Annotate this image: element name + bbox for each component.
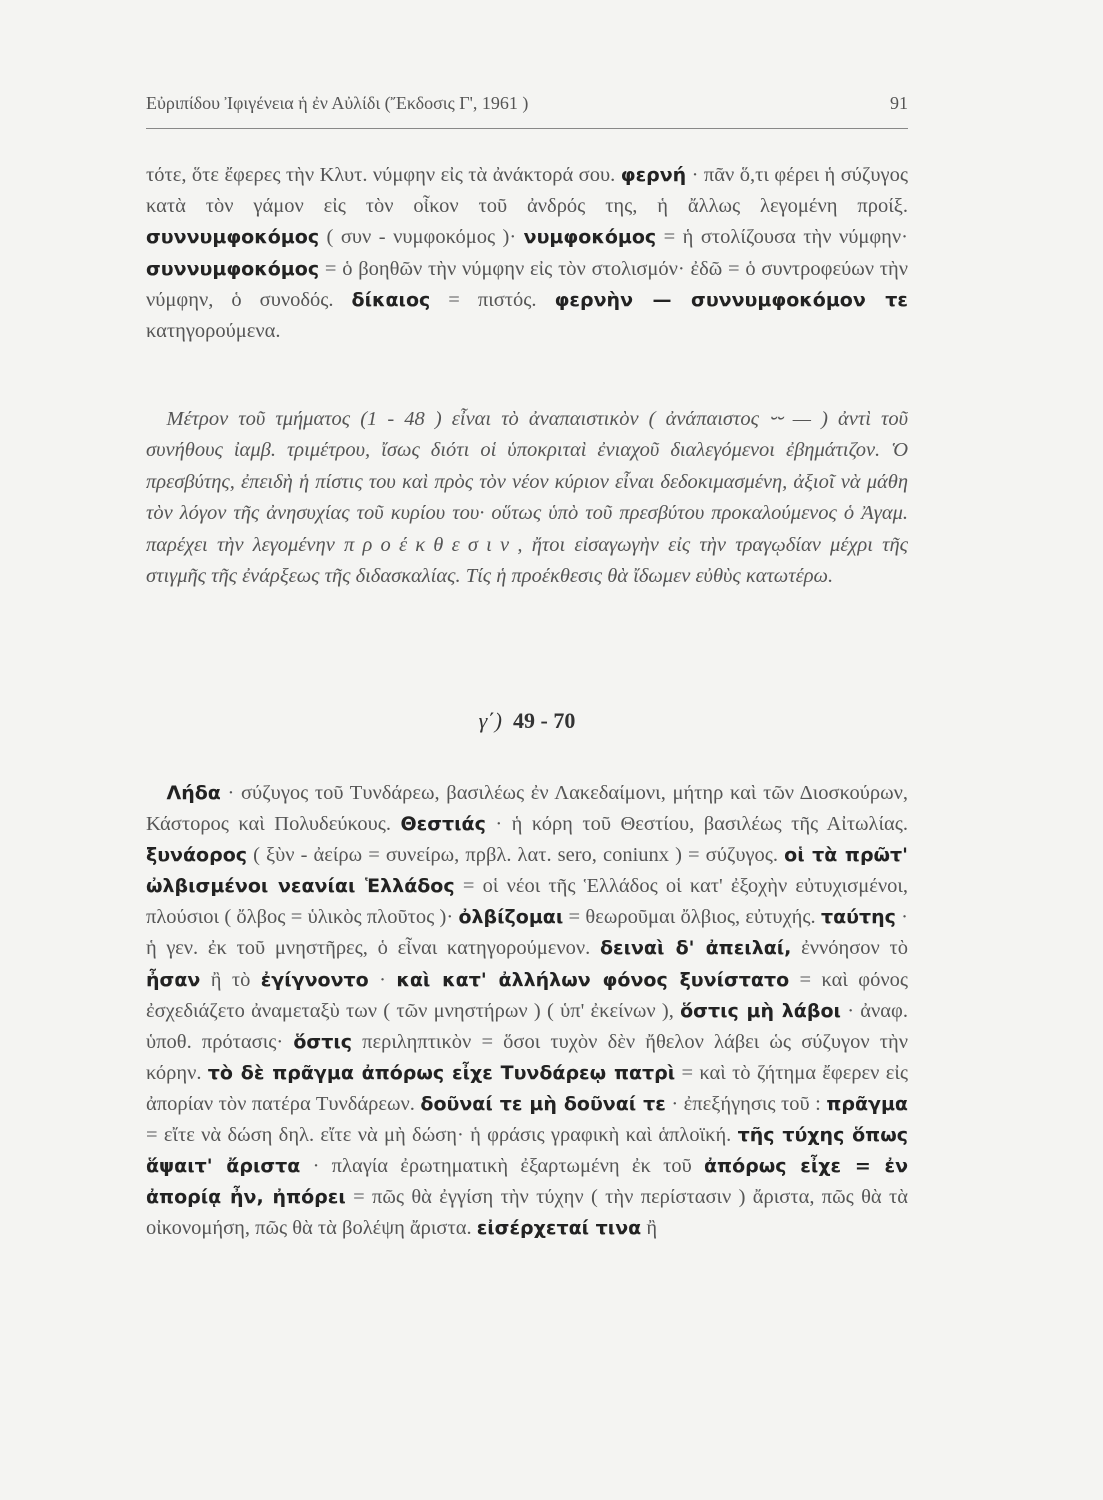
lemma: καὶ κατ' ἀλλήλων φόνος ξυνίστατο [396, 968, 790, 991]
page-number: 91 [890, 93, 908, 113]
text: · ἐπεξήγησις τοῦ : [665, 1092, 827, 1115]
commentary-paragraph-1 [146, 160, 908, 347]
lemma: συννυμφοκόμος [146, 257, 320, 280]
text: · ἡ κόρη τοῦ Θεστίου, βασιλέως τῆς Αἰτωλίας. [485, 813, 908, 836]
text: · ἀναφ. ὑποθ. πρότασις· [146, 999, 908, 1053]
running-head [146, 93, 908, 114]
text: ἢ τὸ [200, 968, 261, 991]
text: = ὁ βοηθῶν τὴν νύμφην εἰς τὸν στολισμόν· ἐδῶ = ὁ συντροφεύων τὴν νύμφην, ὁ συνοδός. [146, 257, 908, 311]
lemma: φερνὴν — συννυμφοκόμον τε [554, 288, 909, 311]
text: = πῶς θὰ ἐγγίση τὴν τύχην ( τὴν περίστασιν ) ἄριστα, πῶς θὰ τὰ οἰκονομήση, πῶς θὰ τὰ βολέψη ἄριστα. [146, 1186, 908, 1240]
text: = ἡ στολίζουσα τὴν νύμφην· [656, 226, 908, 249]
lemma: δειναὶ δ' ἀπειλαί, [599, 937, 792, 960]
running-title: Εὐριπίδου Ἰφιγένεια ἡ ἐν Αὐλίδι (Ἔκδοσις Γ', 1961 ) [146, 93, 529, 113]
text: = θεωροῦμαι ὄλβιος, εὐτυχής. [563, 906, 821, 929]
text: · ἡ γεν. ἐκ τοῦ μνηστῆρες, ὁ εἶναι κατηγορούμενον. [146, 906, 908, 960]
lemma: δοῦναί τε μὴ δοῦναί τε [420, 1092, 666, 1115]
section-heading [146, 708, 908, 734]
lemma: Θεστιάς [400, 813, 486, 836]
lemma: νυμφοκόμος [523, 226, 657, 249]
text: Μέτρον τοῦ τμήματος (1 - 48 ) εἶναι τὸ ἀναπαιστικὸν ( ἀνάπαιστος ⏑⏑ — ) ἀντὶ τοῦ συνήθους ἰαμβ. τριμέτρου, ἴσως διότι οἱ ὑποκριταὶ ἐνιαχοῦ διαλεγόμενοι ἐβημάτιζον. Ὁ πρεσβύτης, ἐπειδὴ ἡ πίστις του καὶ πρὸς τὸν νέον κύριον εἶναι δεδοκιμασμένη, ἀξιοῖ νὰ μάθη τὸν λόγον τῆς ἀνησυχίας τοῦ κυρίου του· οὕτως ὑπὸ τοῦ πρεσβύτου προκαλούμενος ὁ Ἀγαμ. παρέχει τὴν λεγομένην [146, 408, 908, 556]
text: = οἱ νέοι τῆς Ἑλλάδος οἱ κατ' ἐξοχὴν εὐτυχισμένοι, πλούσιοι ( ὄλβος = ὑλικὸς πλοῦτος )· [146, 875, 908, 929]
text: τότε, ὅτε ἔφερες τὴν Κλυτ. νύμφην εἰς τὰ ἀνάκτορά σου. [146, 164, 621, 186]
lemma: τὸ δὲ πρᾶγμα ἀπόρως εἶχε Τυνδάρεῳ πατρὶ [207, 1061, 676, 1084]
header-rule [146, 128, 908, 129]
lemma: οἱ τὰ πρῶτ' ὠλβισμένοι νεανίαι Ἑλλάδος [146, 844, 908, 898]
lemma: τῆς τύχης ὅπως ἅψαιτ' ἄριστα [146, 1124, 908, 1178]
lemma: ἀπόρως εἶχε = ἐν ἀπορίᾳ ἦν, ἠπόρει [146, 1155, 909, 1209]
lemma: πρᾶγμα [826, 1092, 908, 1115]
text: · πλαγία ἐρωτηματικὴ ἐξαρτωμένη ἐκ τοῦ [300, 1155, 704, 1178]
lemma: ταύτης [820, 906, 896, 929]
text: · πᾶν ὅ,τι φέρει ἡ σύζυγος κατὰ τὸν γάμον εἰς τὸν οἶκον τοῦ ἀνδρός της, ἡ ἄλλως λεγομένη προίξ. [146, 164, 908, 218]
section-range: 49 - 70 [513, 708, 576, 733]
text: = καὶ τὸ ζήτημα ἔφερεν εἰς ἀπορίαν τὸν πατέρα Τυνδάρεων. [146, 1061, 908, 1115]
metre-paragraph [146, 404, 908, 592]
text: · σύζυγος τοῦ Τυνδάρεω, βασιλέως ἐν Λακεδαίμονι, μήτηρ καὶ τῶν Διοσκούρων, Κάστορος καὶ Πολυδεύκους. [146, 782, 908, 836]
text: ( συν - νυμφοκόμος )· [319, 226, 524, 249]
text: περιληπτικὸν = ὅσοι τυχὸν δὲν ἤθελον λάβει ὡς σύζυγον τὴν κόρην. [146, 1030, 909, 1084]
text: ( ξὺν - ἀείρω = συνείρω, πρβλ. λατ. sero, coniunx ) = σύζυγος. [247, 844, 785, 867]
lemma: συννυμφοκόμος [146, 226, 320, 249]
lemma: ἦσαν [146, 968, 201, 991]
lemma: ὀλβίζομαι [458, 906, 564, 929]
text: = εἴτε νὰ δώση δηλ. εἴτε νὰ μὴ δώση· ἡ φράσις γραφικὴ καὶ ἁπλοϊκή. [146, 1124, 738, 1147]
lemma: ὅστις [293, 1030, 352, 1053]
text: ἐννόησον τὸ [791, 937, 908, 960]
lemma: Λήδα [166, 782, 221, 804]
text: · [368, 968, 397, 991]
text: = καὶ φόνος ἐσχεδιάζετο ἀναμεταξὺ των ( τῶν μνηστήρων ) ( ὑπ' ἐκείνων ), [146, 968, 909, 1022]
spaced-term: προέκθεσιν [344, 533, 518, 556]
commentary-paragraph-3 [146, 778, 908, 1244]
text: κατηγορούμενα. [146, 320, 281, 343]
lemma: ὅστις μὴ λάβοι [680, 999, 841, 1022]
section-label: γ΄) [478, 708, 502, 733]
lemma: εἰσέρχεταί τινα [476, 1217, 642, 1240]
lemma: δίκαιος [351, 288, 431, 311]
text: , ἤτοι εἰσαγωγὴν εἰς τὴν τραγῳδίαν μέχρι τῆς στιγμῆς τῆς ἐνάρξεως τῆς διδασκαλίας. Τίς ἡ προέκθεσις θὰ ἴδωμεν εὐθὺς κατωτέρω. [146, 533, 908, 588]
lemma: ἐγίγνοντο [260, 968, 369, 991]
text: = πιστός. [430, 288, 555, 311]
lemma: φερνή [620, 164, 687, 186]
lemma: ξυνάορος [146, 844, 248, 867]
text: ἢ [641, 1217, 658, 1240]
